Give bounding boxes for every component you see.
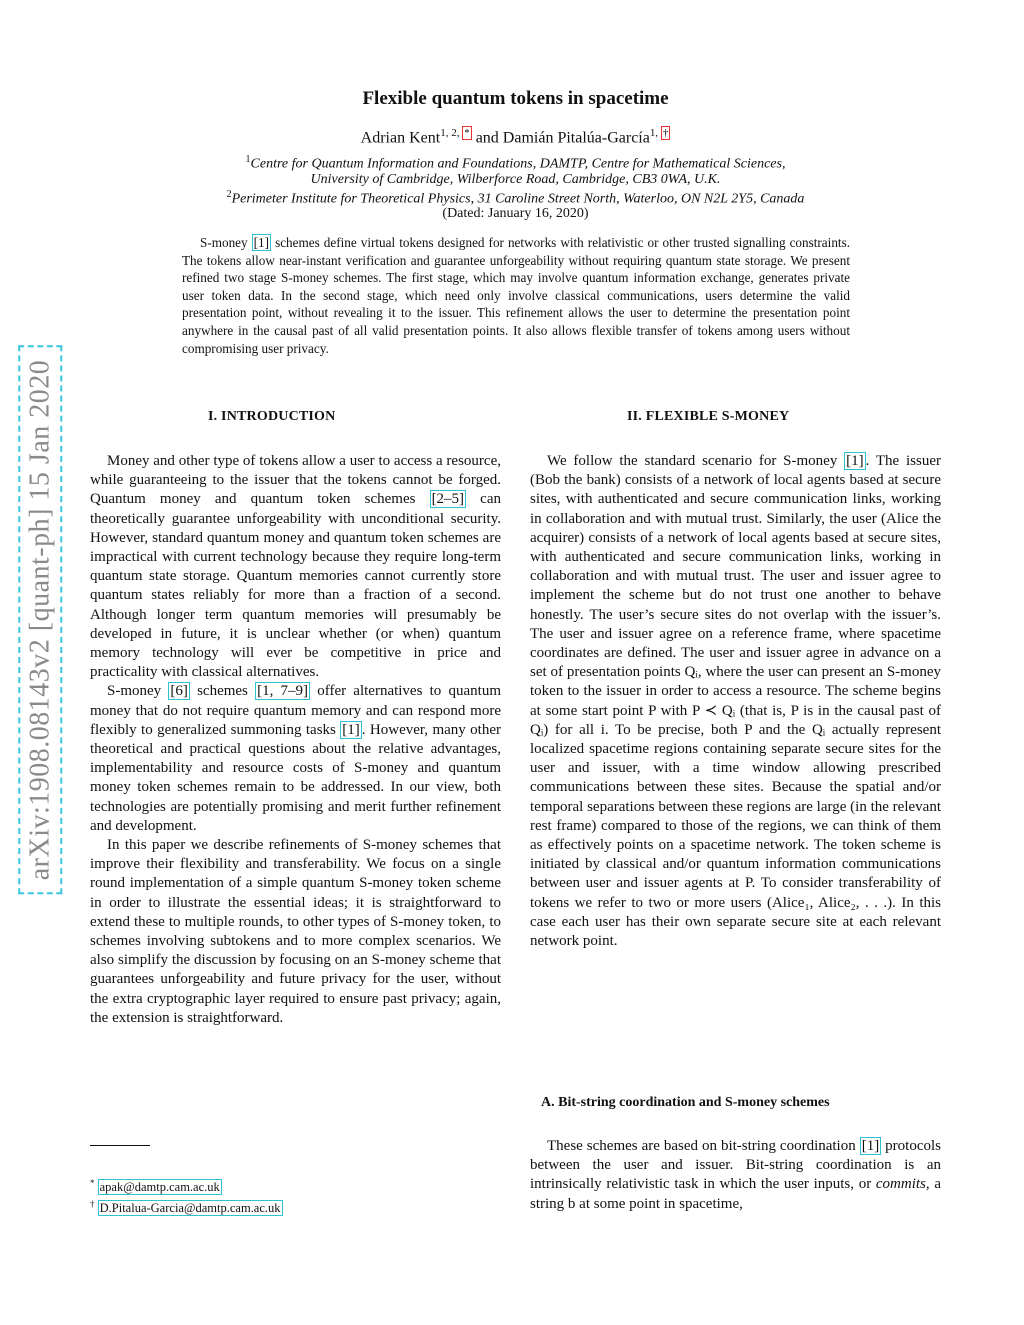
email-link[interactable]: D.Pitalua-Garcia@damtp.cam.ac.uk: [99, 1201, 281, 1216]
paragraph: We follow the standard scenario for S-money [1] . The issuer (Bob the bank) consists of a network of local agents based at secure sites, with authenticated and secure communication links, working in collaboration and with mutual trust. Similarly, the user (Alice the acquirer) consists of a network of local agents based at secure sites, with authenticated and secure communication links, working in collaboration and with mutual trust. The user and issuer agree to implement the scheme but do not trust one another to behave honestly. The user’s secure sites do not overlap with the issuer’s. The user and issuer agree on a reference frame, where spacetime coordinates are defined. The user and issuer agree in advance on a set of presentation points Qᵢ, where the user can present an S-money token to the issuer in order to access a resource. The scheme begins at some start point P with P ≺ Qᵢ (that is, P is in the causal past of Qᵢ) for all i. To be precise, both P and the Qᵢ actually represent localized spacetime regions containing separate secure sites for the user and issuer, with a time window allowing prescribed communications between these sites. Because the spatial and/or temporal separations between these regions are large (in the relevant rest frame) compared to those of the regions, we can think of them as effectively points on a spacetime network. The token scheme is initiated by classical and/or quantum information communications between user and issuer agents at P. To consider transferability of tokens we refer to two or more users (Alice₁, Alice₂, . . .). In this case each user has their own separate secure site at each relevant network point.: [530, 453, 942, 950]
email-link[interactable]: apak@damtp.cam.ac.uk: [99, 1180, 220, 1195]
arxiv-id-text: arXiv:1908.08143v2 [quant-ph] 15 Jan 2020: [18, 346, 62, 895]
citation-link[interactable]: [1]: [861, 1138, 880, 1154]
author-name: Damián Pitalúa-García: [502, 129, 650, 147]
footnote-link[interactable]: †: [662, 127, 669, 139]
affiliation-line: University of Cambridge, Wilberforce Road, Cambridge, CB3 0WA, U.K.: [310, 172, 721, 187]
citation-link[interactable]: [1]: [846, 453, 864, 469]
footnote: † D.Pitalua-Garcia@damtp.cam.ac.uk: [90, 1199, 281, 1216]
footnote: * apak@damtp.cam.ac.uk: [90, 1178, 220, 1195]
affiliation-line: $^2$Perimeter Institute for Theoretical Physics, 31 Caroline Street North, Waterloo, ON N2L 2Y5, Canada: [226, 189, 805, 207]
affiliation-line: $^1$Centre for Quantum Information and Foundations, DAMTP, Centre for Mathematical Sciences,: [245, 154, 786, 172]
paragraph: Money and other type of tokens allow a user to access a resource, while guaranteeing to the issuer that the tokens cannot be forged. Quantum money and quantum token schemes [2–5] can theoretically guarantee unforgeability with unconditional security. However, standard quantum money and quantum token schemes are impractical with current technology because they require long-term quantum state storage. Quantum memories cannot currently store quantum states reliably for more than a fraction of a second. Although longer term quantum memories will presumably be developed in future, it is unclear whether (or when) quantum memory technology will ever be competitive in price and practicality with classical alternatives.: [90, 453, 501, 681]
footnotes: [90, 1175, 283, 1217]
abstract: S-money [1] schemes define virtual tokens designed for networks with relativistic or other trusted signalling constraints. The tokens allow near-instant verification and guarantee unforgeability without requiring quantum state storage. We present refined two stage S-money schemes. The first stage, which may involve quantum information exchange, generates private user token data. In the second stage, which need only involve classical communications, users determine the valid presentation point, without revealing it to the issuer. This refinement allows the user to determine the presentation point anywhere in the causal past of all valid presentation points. It also allows flexible transfer of tokens among users without compromising user privacy.: [182, 235, 851, 356]
citation-link[interactable]: [1]: [342, 721, 360, 738]
section-heading-flexible-s-money: II. FLEXIBLE S-MONEY: [627, 409, 790, 424]
footnote-divider: [90, 1145, 150, 1146]
citation-link[interactable]: [1]: [253, 235, 270, 250]
right-column-text: [530, 452, 941, 951]
date-line: (Dated: January 16, 2020): [442, 206, 589, 221]
section-heading-introduction: I. INTRODUCTION: [208, 409, 336, 424]
author-affil-sup: 1,: [649, 127, 661, 139]
paragraph: In this paper we describe refinements of S-money schemes that improve their flexibility and transferability. We focus on a single round implementation of a simple quantum S-money token scheme in order to illustrate the essential ideas; it is straightforward to extend these to multiple rounds, to other types of S-money token, to schemes involving subtokens and to more complex scenarios. We also simplify the discussion by focusing on an S-money scheme that guarantees unforgeability and future privacy for the user, without the extra cryptographic layer required to ensure past privacy; again, the extension is straightforward.: [90, 837, 501, 1026]
author-name: Adrian Kent: [360, 129, 441, 147]
paper-title: Flexible quantum tokens in spacetime: [362, 88, 669, 109]
author-conjunction: and: [471, 129, 503, 147]
citation-link[interactable]: [1, 7–9]: [257, 683, 309, 700]
paragraph: S-money [6] schemes [1, 7–9] offer alternatives to quantum money that do not require quantum memory and can respond more flexibly to generalized summoning tasks [1] . However, many other theoretical and practical questions about the relative advantages, implementability and resource costs of S-money and quantum money token schemes remain to be addressed. In our view, both technologies are potentially promising and merit further refinement and development.: [90, 683, 501, 834]
arxiv-identifier-stamp: [8, 310, 72, 930]
paragraph: These schemes are based on bit-string coordination [1] protocols between the user and issuer. Bit-string coordination is an intrinsically relativistic task in which the user inputs, or commits, a string b at some point in spacetime,: [530, 1138, 941, 1212]
right-column-text-continued: [530, 1137, 941, 1214]
subsection-heading: A. Bit-string coordination and S-money schemes: [541, 1095, 830, 1110]
author-line: [0, 127, 1024, 147]
footnote-link[interactable]: *: [464, 127, 470, 139]
citation-link[interactable]: [2–5]: [431, 491, 465, 508]
citation-link[interactable]: [6]: [170, 683, 188, 700]
author-affil-sup: 1, 2,: [440, 127, 463, 139]
left-column-text: [90, 452, 501, 1028]
